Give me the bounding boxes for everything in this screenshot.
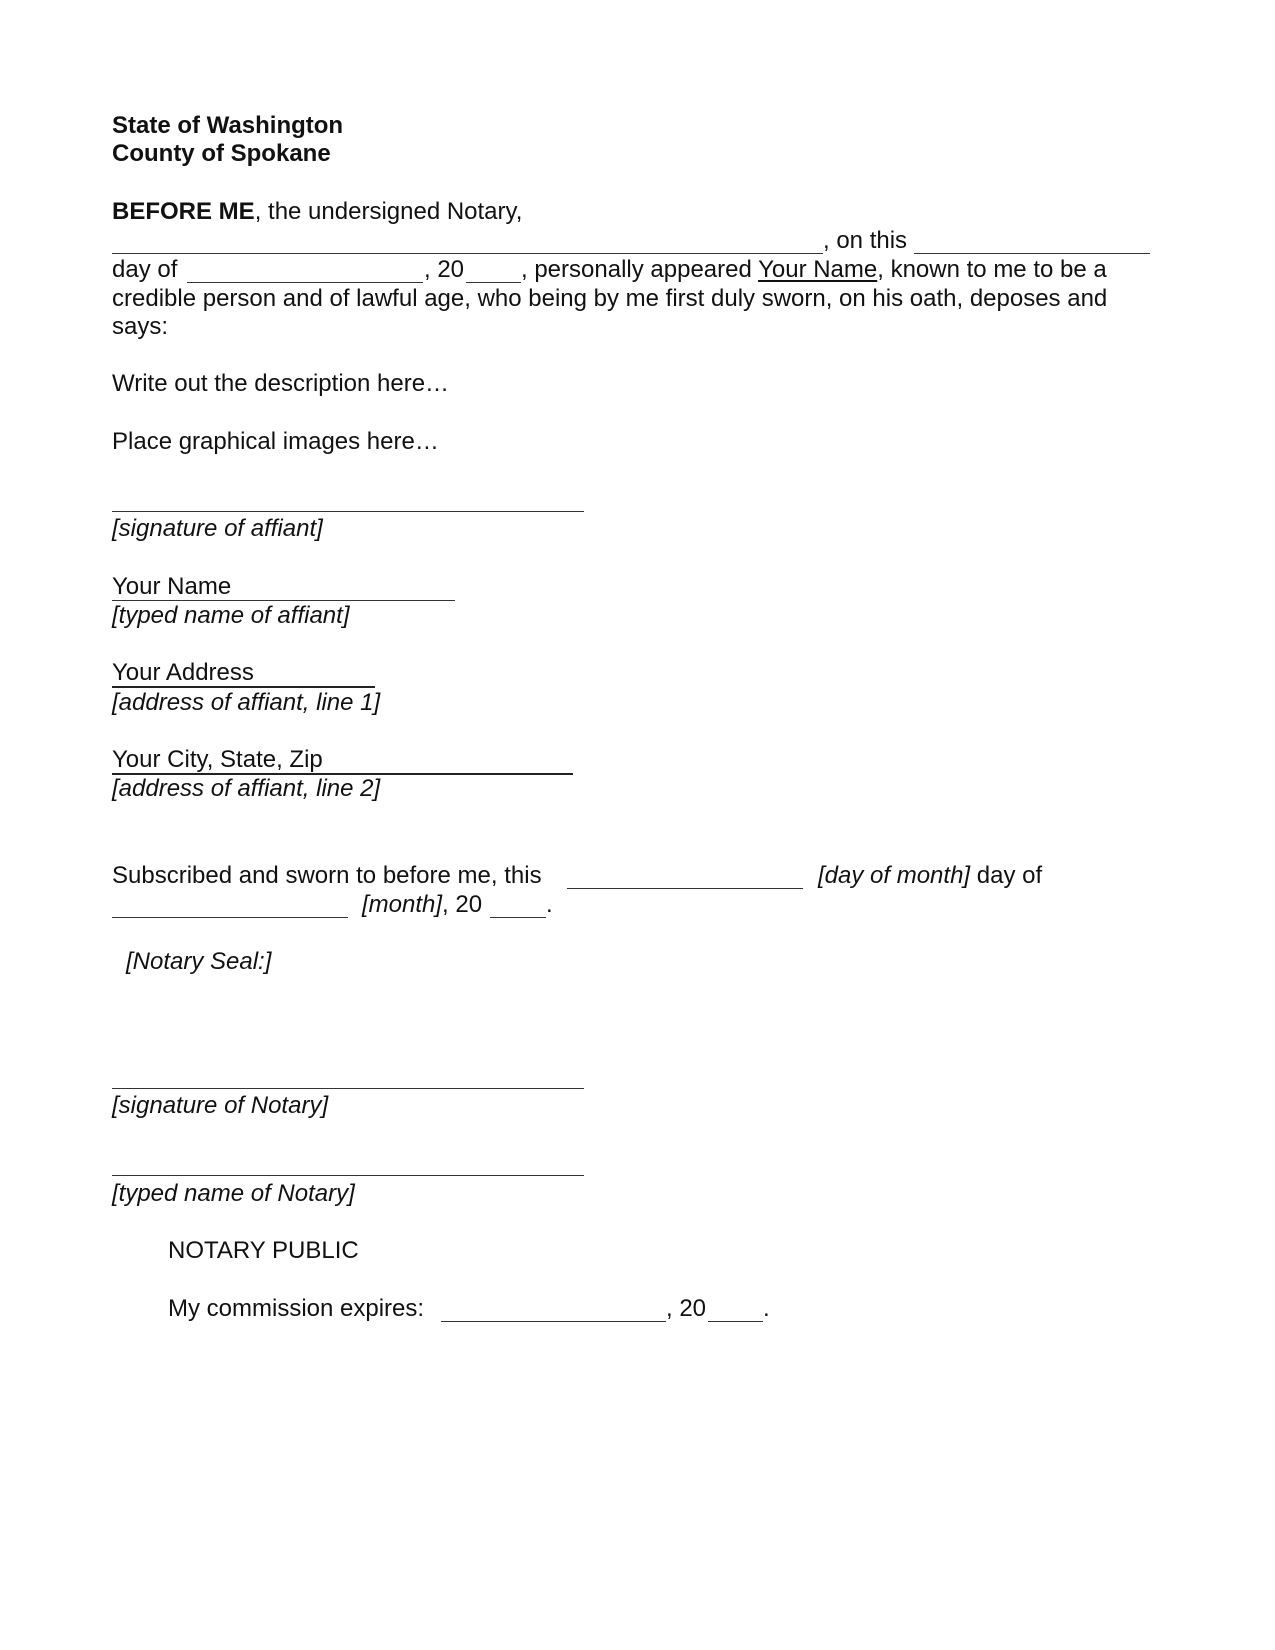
county-heading: County of Spokane [112, 140, 331, 167]
notary-signature-label: [signature of Notary] [112, 1092, 329, 1119]
subscribed-month-blank[interactable] [112, 917, 348, 918]
affiant-name-label: [typed name of affiant] [112, 602, 350, 629]
commission-period: . [763, 1295, 770, 1322]
subscribed-day-of: day of [976, 862, 1043, 889]
commission-text: My commission expires: [168, 1295, 425, 1322]
notary-seal-label: [Notary Seal:] [126, 948, 272, 975]
before-me-rest: , the undersigned Notary, [254, 198, 523, 225]
affiant-address-value: Your Address [112, 659, 254, 686]
year-blank[interactable] [466, 282, 521, 283]
commission-date-blank[interactable] [441, 1321, 666, 1322]
affiant-address-line[interactable] [112, 686, 375, 688]
commission-year-blank[interactable] [708, 1321, 763, 1322]
notary-public-label: NOTARY PUBLIC [168, 1237, 359, 1264]
subscribed-period: . [546, 891, 553, 918]
subscribed-day-blank[interactable] [567, 888, 803, 889]
month-blank[interactable] [187, 282, 423, 283]
description-placeholder: Write out the description here… [112, 370, 450, 397]
images-placeholder: Place graphical images here… [112, 428, 439, 455]
affiant-signature-line[interactable] [112, 511, 584, 512]
personally-appeared: , personally appeared [521, 256, 752, 283]
subscribed-comma-20: , 20 [442, 891, 483, 918]
affiant-city-value: Your City, State, Zip [112, 746, 323, 773]
affiant-city-label: [address of affiant, line 2] [112, 775, 381, 802]
affiant-signature-label: [signature of affiant] [112, 515, 323, 542]
comma-20-text: , 20 [424, 256, 465, 283]
affiant-address-label: [address of affiant, line 1] [112, 689, 381, 716]
subscribed-year-blank[interactable] [490, 917, 546, 918]
month-year-line [362, 891, 482, 919]
notary-typed-name-label: [typed name of Notary] [112, 1180, 355, 1207]
credible-person-line: credible person and of lawful age, who being by me first duly sworn, on his oath, deposes and [112, 285, 1108, 312]
month-label: [month] [362, 891, 443, 918]
subscribed-text: Subscribed and sworn to before me, this [112, 862, 542, 889]
day-of-month-line [818, 862, 1042, 890]
commission-comma-20: , 20 [666, 1295, 707, 1322]
before-me-line [112, 198, 522, 226]
notary-name-blank[interactable] [112, 253, 823, 254]
notary-typed-name-line[interactable] [112, 1175, 584, 1176]
on-this-day-blank[interactable] [914, 253, 1150, 254]
known-to-me: , known to me to be a [877, 256, 1107, 283]
before-me-bold: BEFORE ME [112, 198, 255, 225]
notary-signature-line[interactable] [112, 1088, 584, 1089]
affiant-name-line[interactable] [112, 600, 455, 601]
day-of-month-label: [day of month] [818, 862, 971, 889]
on-this-text: , on this [823, 227, 908, 254]
affiant-name-value: Your Name [112, 573, 232, 600]
personally-appeared-text [521, 256, 1107, 284]
state-heading: State of Washington [112, 112, 344, 139]
says-line: says: [112, 313, 169, 340]
day-of-text: day of [112, 256, 178, 283]
appearer-name: Your Name [758, 256, 878, 283]
